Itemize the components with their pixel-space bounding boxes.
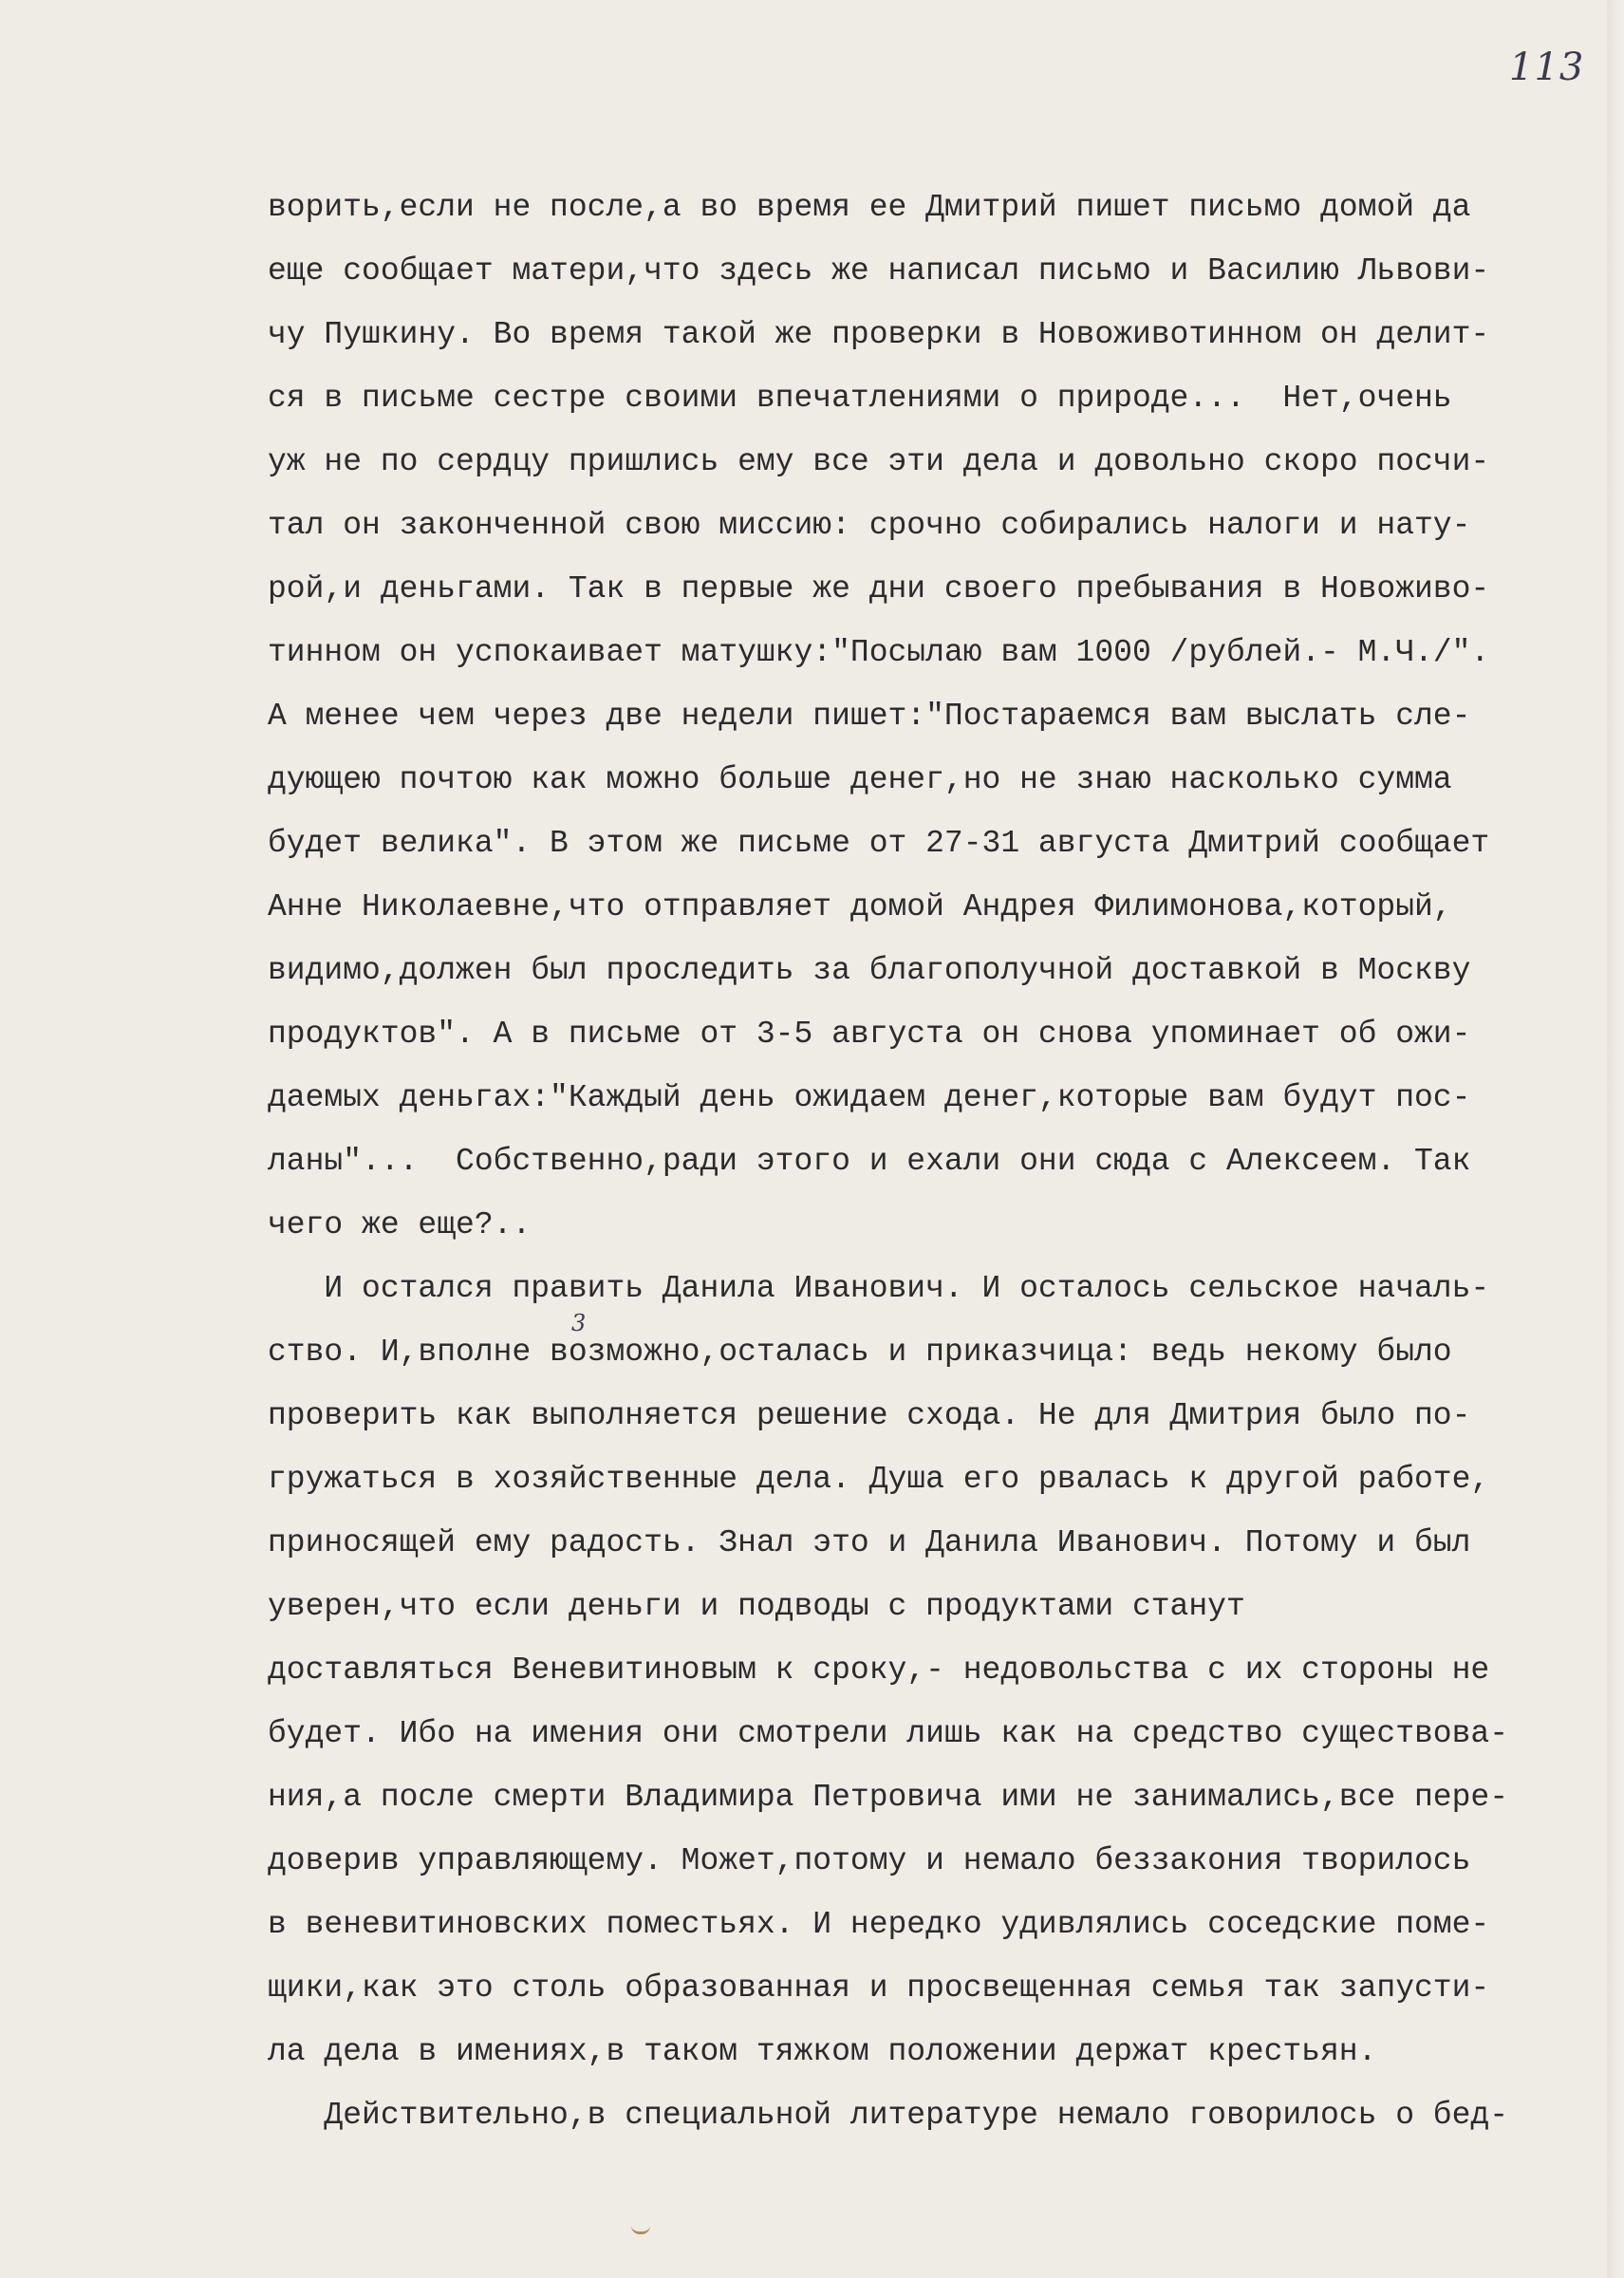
text-line: даемых деньгах:"Каждый день ожидаем денег,которые вам будут пос- [268,1080,1471,1115]
text-line: дующею почтою как можно больше денег,но не знаю насколько сумма [268,762,1452,797]
text-line: еще сообщает матери,что здесь же написал письмо и Василию Львови- [268,253,1490,289]
text-line: ворить,если не после,а во время ее Дмитрий пишет письмо домой да [268,190,1471,225]
paragraph-start-line: Действительно,в специальной литературе немало говорилось о бед- [268,2098,1509,2133]
text-line: гружаться в хозяйственные дела. Душа его рвалась к другой работе, [268,1462,1490,1497]
text-line: доверив управляющему. Может,потому и немало беззакония творилось [268,1843,1471,1878]
text-line: приносящей ему радость. Знал это и Данила Иванович. Потому и был [268,1525,1471,1560]
text-line: уверен,что если деньги и подводы с продуктами станут [268,1589,1245,1624]
text-line: будет. Ибо на имения они смотрели лишь как на средство существова- [268,1716,1509,1751]
text-line: А менее чем через две недели пишет:"Постараемся вам выслать сле- [268,699,1471,734]
text-line: щики,как это столь образованная и просвещенная семья так запусти- [268,1970,1490,2006]
paragraph-start-line: И остался править Данила Иванович. И осталось сельское началь- [268,1271,1490,1306]
text-line: чего же еще?.. [268,1207,532,1242]
text-line: тинном он успокаивает матушку:"Посылаю вам 1000 /рублей.- М.Ч./". [268,635,1490,670]
text-line: рой,и деньгами. Так в первые же дни своего пребывания в Новоживо- [268,571,1490,607]
text-line: ланы"... Собственно,ради этого и ехали они сюда с Алексеем. Так [268,1144,1471,1179]
text-line: продуктов". А в письме от 3-5 августа он снова упоминает об ожи- [268,1017,1471,1052]
text-line: видимо,должен был проследить за благополучной доставкой в Москву [268,953,1471,988]
paper-mark [631,2226,650,2234]
handwritten-insertion-note: 3 [571,1310,587,1336]
page-edge [1607,0,1624,2278]
text-line: ла дела в имениях,в таком тяжком положении держат крестьян. [268,2034,1377,2069]
typewritten-text [268,176,1577,2147]
text-line: ся в письме сестре своими впечатлениями о природе... Нет,очень [268,381,1452,416]
text-line: будет велика". В этом же письме от 27-31 августа Дмитрий сообщает [268,826,1490,861]
text-line: тал он законченной свою миссию: срочно собирались налоги и нату- [268,508,1471,543]
text-line: доставляться Веневитиновым к сроку,- недовольства с их стороны не [268,1652,1490,1688]
text-line: уж не по сердцу пришлись ему все эти дела и довольно скоро посчи- [268,444,1490,479]
text-line: Анне Николаевне,что отправляет домой Андрея Филимонова,который, [268,889,1452,924]
text-line: чу Пушкину. Во время такой же проверки в Новоживотинном он делит- [268,317,1490,352]
text-line: ство. И,вполне возможно,осталась и приказчица: ведь некому было [268,1335,1452,1370]
text-line: ния,а после смерти Владимира Петровича ими не занимались,все пере- [268,1780,1509,1815]
text-line: проверить как выполняется решение схода. Не для Дмитрия было по- [268,1398,1471,1433]
page-number: 113 [1509,46,1585,89]
text-line: в веневитиновских поместьях. И нередко удивлялись соседские поме- [268,1907,1490,1942]
